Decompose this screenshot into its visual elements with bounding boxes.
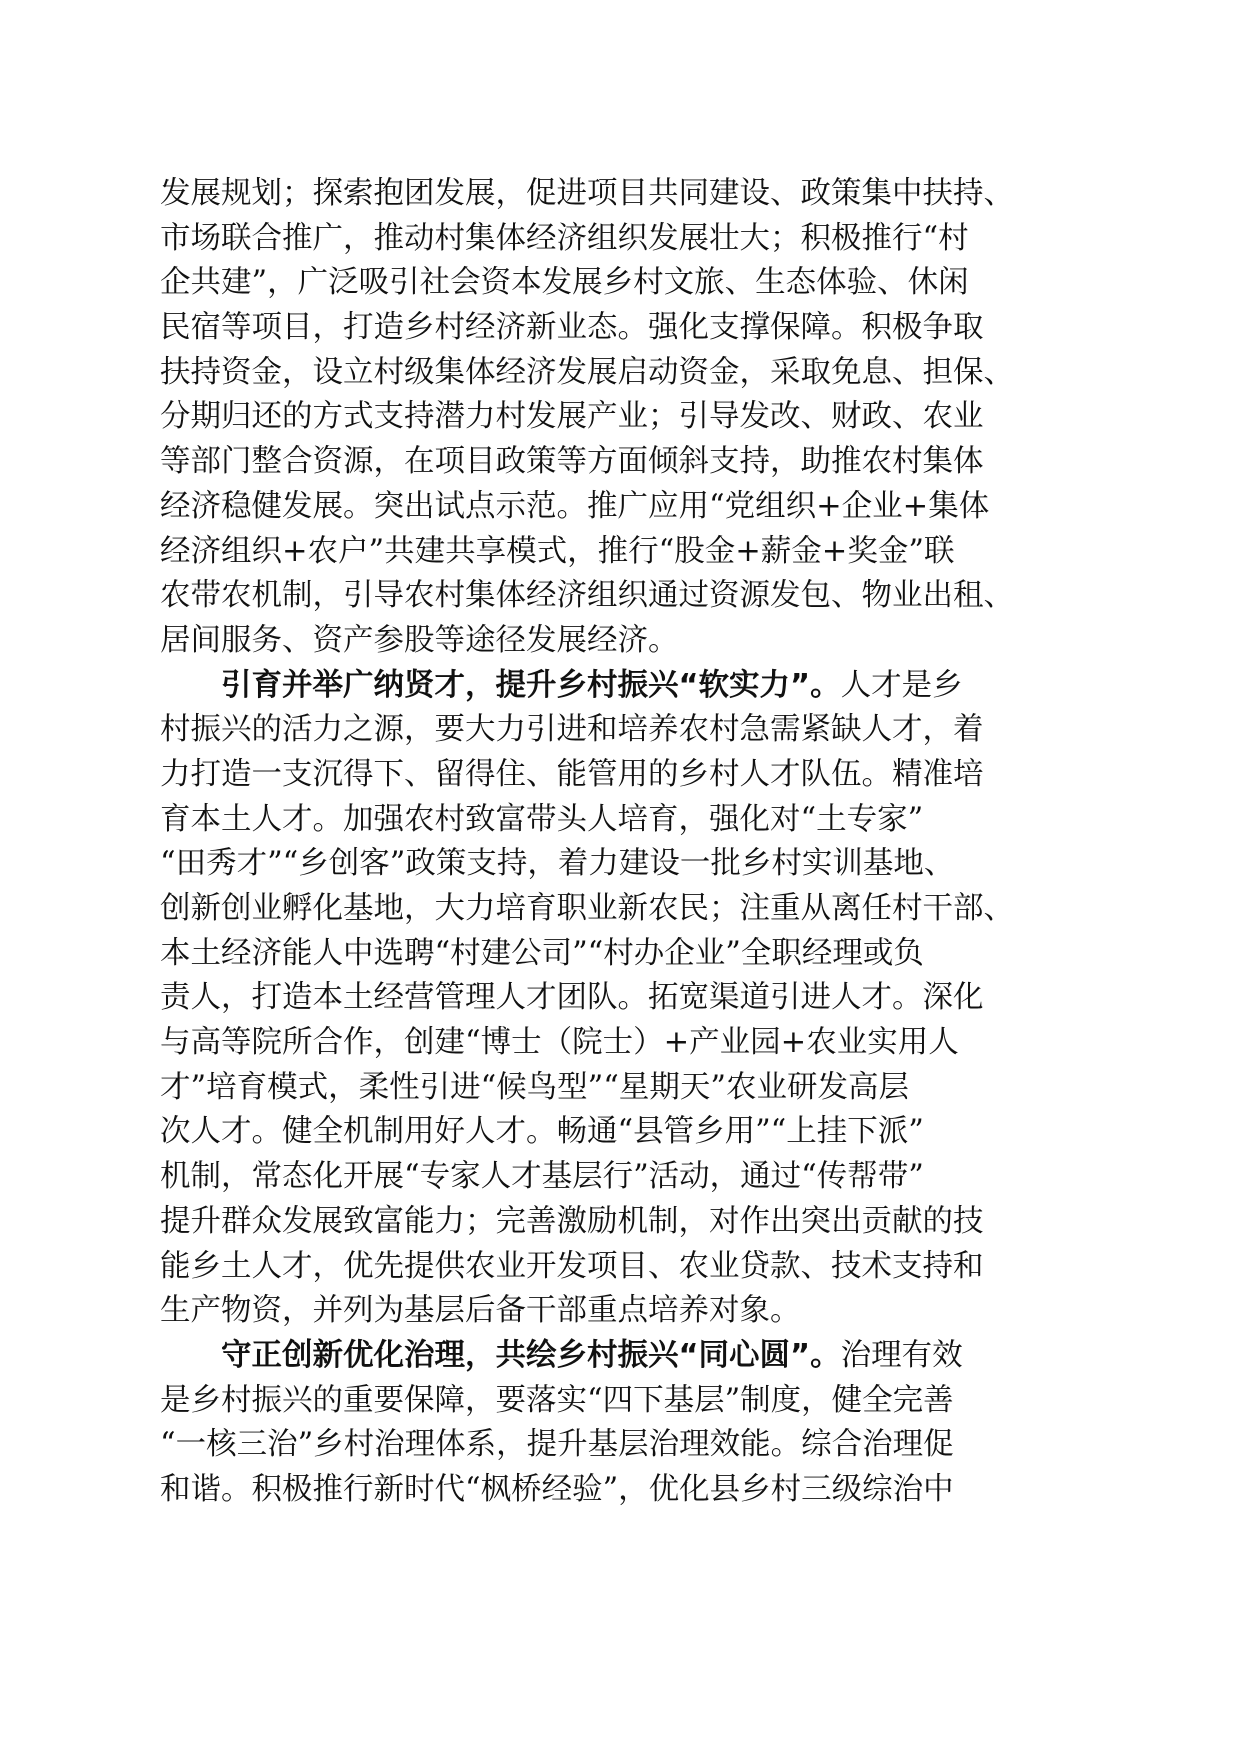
text-line: 经济稳健发展。突出试点示范。推广应用“党组织+企业+集体 (160, 488, 990, 524)
paragraph (160, 1334, 1090, 1513)
text-line: 经济组织+农户”共建共享模式，推行“股金+薪金+奖金”联 (160, 533, 955, 569)
text-line: 力打造一支沉得下、留得住、能管用的乡村人才队伍。精准培 (160, 756, 984, 792)
text-line: 提升群众发展致富能力；完善激励机制，对作出突出贡献的技 (160, 1203, 984, 1239)
paragraph (160, 664, 1090, 1334)
text-run: 治理有效 (840, 1337, 963, 1373)
text-line: 次人才。健全机制用好人才。畅通“县管乡用”“上挂下派” (160, 1114, 924, 1150)
text-line: 市场联合推广，推动村集体经济组织发展壮大；积极推行“村 (160, 220, 969, 256)
text-line: 育本土人才。加强农村致富带头人培育，强化对“土专家” (160, 801, 924, 837)
text-line: 是乡村振兴的重要保障，要落实“四下基层”制度，健全完善 (160, 1382, 954, 1418)
paragraph-first-line (160, 664, 1090, 709)
text-run: 人才是乡 (840, 667, 963, 703)
section-heading: 引育并举广纳贤才，提升乡村振兴“软实力”。 (221, 667, 841, 703)
text-line: “田秀才”“乡创客”政策支持，着力建设一批乡村实训基地、 (160, 846, 955, 882)
text-line: 创新创业孵化基地，大力培育职业新农民；注重从离任村干部、 (160, 891, 1014, 926)
text-line: “一核三治”乡村治理体系，提升基层治理效能。综合治理促 (160, 1427, 954, 1463)
text-line: 本土经济能人中选聘“村建公司”“村办企业”全职经理或负 (160, 935, 924, 971)
text-line: 与高等院所合作，创建“博士（院士）+产业园+农业实用人 (160, 1025, 959, 1061)
text-line: 和谐。积极推行新时代“枫桥经验”，优化县乡村三级综治中 (160, 1471, 954, 1507)
text-line: 能乡土人才，优先提供农业开发项目、农业贷款、技术支持和 (160, 1248, 984, 1284)
text-line: 民宿等项目，打造乡村经济新业态。强化支撑保障。积极争取 (160, 310, 984, 346)
text-line: 机制，常态化开展“专家人才基层行”活动，通过“传帮带” (160, 1159, 924, 1195)
text-line: 村振兴的活力之源，要大力引进和培养农村急需紧缺人才，着 (160, 712, 984, 748)
paragraph (160, 172, 1090, 664)
text-line: 生产物资，并列为基层后备干部重点培养对象。 (160, 1293, 801, 1329)
paragraph-first-line (160, 1334, 1090, 1379)
text-line: 居间服务、资产参股等途径发展经济。 (160, 622, 679, 658)
text-line: 发展规划；探索抱团发展，促进项目共同建设、政策集中扶持、 (160, 176, 1014, 211)
text-line: 分期归还的方式支持潜力村发展产业；引导发改、财政、农业 (160, 399, 984, 435)
text-line: 等部门整合资源，在项目政策等方面倾斜支持，助推农村集体 (160, 444, 984, 480)
text-line: 农带农机制，引导农村集体经济组织通过资源发包、物业出租、 (160, 578, 1014, 614)
text-line: 才”培育模式，柔性引进“候鸟型”“星期天”农业研发高层 (160, 1069, 909, 1105)
text-line: 企共建”，广泛吸引社会资本发展乡村文旅、生态体验、休闲 (160, 265, 969, 301)
document-body (160, 172, 1090, 1513)
text-line: 扶持资金，设立村级集体经济发展启动资金，采取免息、担保、 (160, 354, 1014, 390)
section-heading: 守正创新优化治理，共绘乡村振兴“同心圆”。 (221, 1337, 841, 1373)
text-line: 责人，打造本土经营管理人才团队。拓宽渠道引进人才。深化 (160, 980, 984, 1016)
